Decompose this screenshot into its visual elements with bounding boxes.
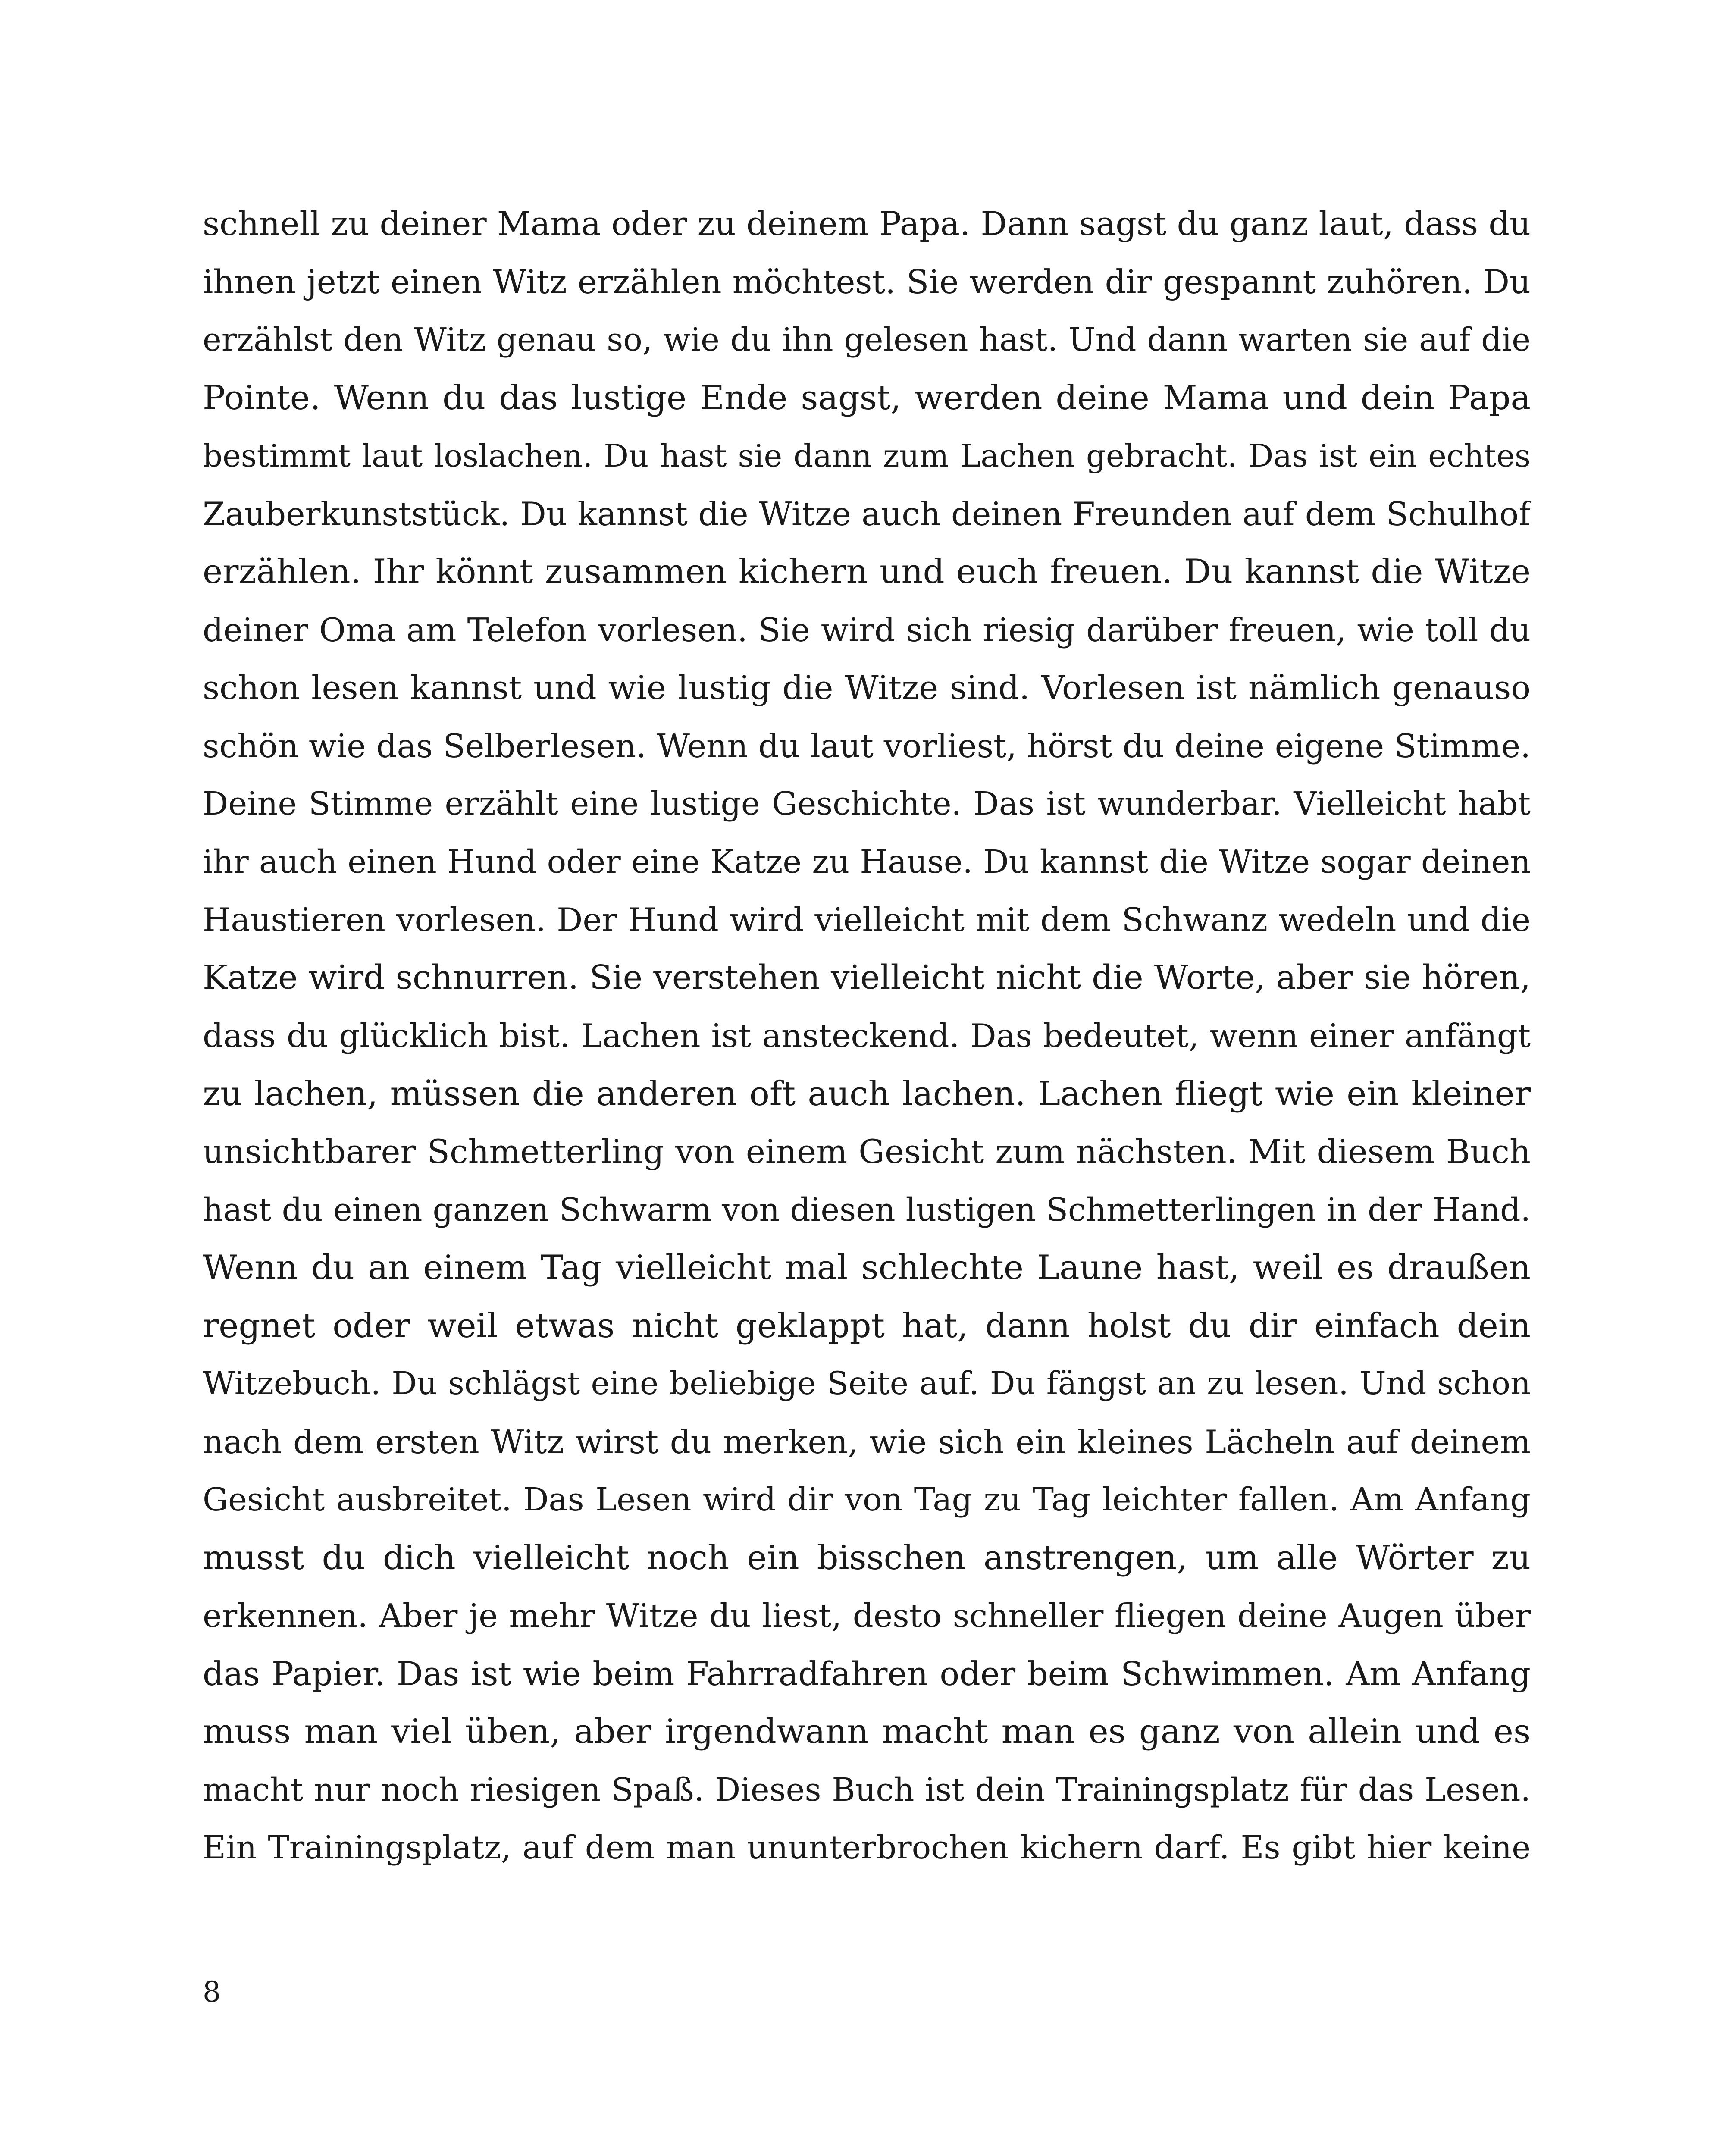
page-number: 8 bbox=[203, 1975, 221, 2009]
text-line: nach dem ersten Witz wirst du merken, wie sich ein kleines Lächeln auf deinem bbox=[203, 1423, 1531, 1461]
text-line: das Papier. Das ist wie beim Fahrradfahren oder beim Schwimmen. Am Anfang bbox=[203, 1654, 1531, 1693]
text-line: deiner Oma am Telefon vorlesen. Sie wird sich riesig darüber freuen, wie toll du bbox=[203, 611, 1531, 649]
text-line: erzählst den Witz genau so, wie du ihn gelesen hast. Und dann warten sie auf die bbox=[203, 321, 1531, 358]
text-line: erkennen. Aber je mehr Witze du liest, desto schneller fliegen deine Augen über bbox=[203, 1597, 1531, 1635]
body-text bbox=[203, 195, 1531, 1877]
text-line: regnet oder weil etwas nicht geklappt hat, dann holst du dir einfach dein bbox=[203, 1306, 1531, 1345]
text-line: Pointe. Wenn du das lustige Ende sagst, werden deine Mama und dein Papa bbox=[203, 378, 1531, 417]
text-line: muss man viel üben, aber irgendwann macht man es ganz von allein und es bbox=[203, 1712, 1531, 1751]
text-line: Ein Trainingsplatz, auf dem man ununterbrochen kichern darf. Es gibt hier keine bbox=[203, 1829, 1531, 1866]
text-line: unsichtbarer Schmetterling von einem Gesicht zum nächsten. Mit diesem Buch bbox=[203, 1132, 1531, 1171]
text-line: dass du glücklich bist. Lachen ist ansteckend. Das bedeutet, wenn einer anfängt bbox=[203, 1017, 1531, 1055]
text-line: Witzebuch. Du schlägst eine beliebige Seite auf. Du fängst an zu lesen. Und schon bbox=[203, 1365, 1531, 1402]
text-line: Gesicht ausbreitet. Das Lesen wird dir von Tag zu Tag leichter fallen. Am Anfang bbox=[203, 1481, 1531, 1518]
text-line: zu lachen, müssen die anderen oft auch lachen. Lachen fliegt wie ein kleiner bbox=[203, 1074, 1531, 1113]
text-line: Zauberkunststück. Du kannst die Witze auch deinen Freunden auf dem Schulhof bbox=[203, 495, 1531, 533]
text-line: Haustieren vorlesen. Der Hund wird vielleicht mit dem Schwanz wedeln und die bbox=[203, 901, 1531, 939]
text-line: Wenn du an einem Tag vielleicht mal schlechte Laune hast, weil es draußen bbox=[203, 1248, 1531, 1287]
text-line: Deine Stimme erzählt eine lustige Geschichte. Das ist wunderbar. Vielleicht habt bbox=[203, 785, 1531, 822]
text-line: macht nur noch riesigen Spaß. Dieses Buch ist dein Trainingsplatz für das Lesen. bbox=[203, 1771, 1531, 1808]
text-line: ihr auch einen Hund oder eine Katze zu Hause. Du kannst die Witze sogar deinen bbox=[203, 843, 1531, 881]
text-line: Katze wird schnurren. Sie verstehen vielleicht nicht die Worte, aber sie hören, bbox=[203, 958, 1531, 997]
text-line: hast du einen ganzen Schwarm von diesen lustigen Schmetterlingen in der Hand. bbox=[203, 1191, 1531, 1228]
text-line: ihnen jetzt einen Witz erzählen möchtest. Sie werden dir gespannt zuhören. Du bbox=[203, 262, 1531, 301]
text-line: schnell zu deiner Mama oder zu deinem Papa. Dann sagst du ganz laut, dass du bbox=[203, 204, 1531, 243]
text-line: schon lesen kannst und wie lustig die Witze sind. Vorlesen ist nämlich genauso bbox=[203, 668, 1531, 707]
text-line: schön wie das Selberlesen. Wenn du laut vorliest, hörst du deine eigene Stimme. bbox=[203, 727, 1531, 765]
text-line: erzählen. Ihr könnt zusammen kichern und euch freuen. Du kannst die Witze bbox=[203, 552, 1531, 591]
text-line: bestimmt laut loslachen. Du hast sie dann zum Lachen gebracht. Das ist ein echtes bbox=[203, 438, 1531, 474]
text-line: musst du dich vielleicht noch ein bisschen anstrengen, um alle Wörter zu bbox=[203, 1538, 1531, 1577]
